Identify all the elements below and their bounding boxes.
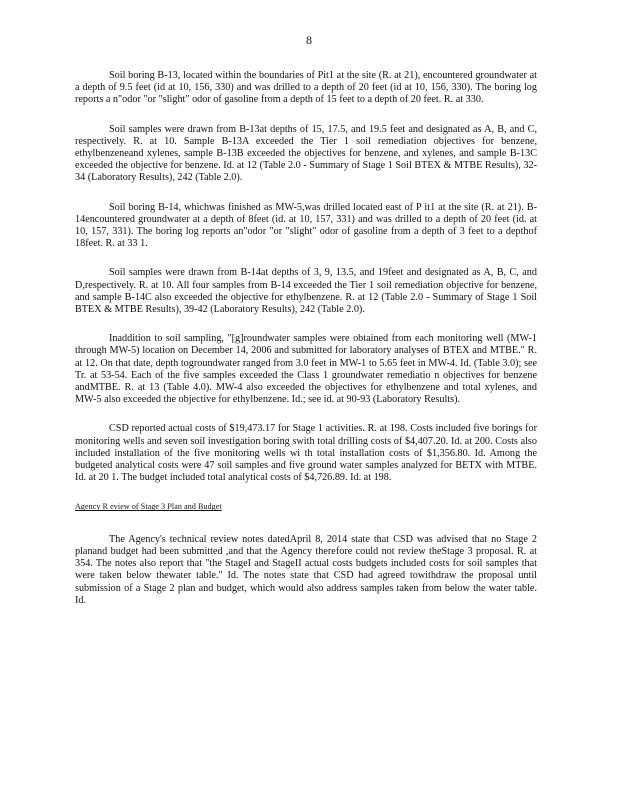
paragraph-agency-review: The Agency's technical review notes datedApril 8, 2014 state that CSD was advised that no Stage 2 planand budget had been submitted ,and that the Agency therefore could not review theStage 3 proposal. R. at 354. The notes also report that "the StageI and StageII actual costs budgets included costs for soil samples that were taken below thewater table." Id. The notes state that CSD had agreed towithdraw the proposal until submission of a Stage 2 plan and budget, which would also address samples taken from below the water table. Id. xyxy=(75,533,537,606)
paragraph-b13-samples: Soil samples were drawn from B-13at depths of 15, 17.5, and 19.5 feet and designated as A, B, and C, respectively. R. at 10. Sample B-13A exceeded the Tier 1 soil remediation objectives for benzene, ethylbenzeneand xylenes, sample B-13B exceeded the objectives for benzene, and xylenes, and sample B-13C exceeded the objective for benzene. Id. at 12 (Table 2.0 - Summary of Stage 1 Soil BTEX & MTBE Results), 32-34 (Laboratory Results), 242 (Table 2.0). xyxy=(75,123,537,184)
document-body xyxy=(75,70,537,624)
paragraph-b13-boring: Soil boring B-13, located within the boundaries of Pit1 at the site (R. at 21), encountered groundwater at a depth of 9.5 feet (id at 10, 156, 330) and was drilled to a depth of 20 feet (id at 10, 156, 330). The boring log reports a n"odor "or "slight" odor of gasoline from a depth of 15 feet to a depth of 20 feet. R. at 330. xyxy=(75,70,537,106)
page-number: 8 xyxy=(306,33,312,47)
section-heading: Agency R eview of Stage 3 Plan and Budget xyxy=(75,502,222,512)
paragraph-b14-boring: Soil boring B-14, whichwas finished as MW-5,was drilled located east of P it1 at the site (R. at 21). B-14encountered groundwater at a depth of 8feet (id. at 10, 157, 331) and was drilled to a depth of 20 feet (id. at 10, 157, 331). The boring log reports an"odor "or "slight" odor of gasoline from a depth of 3 feet to a depthof 18feet. R. at 33 1. xyxy=(75,201,537,250)
paragraph-b14-samples: Soil samples were drawn from B-14at depths of 3, 9, 13.5, and 19feet and designated as A, B, C, and D,respectively. R. at 10. All four samples from B-14 exceeded the Tier 1 soil remediation objective for benzene, and sample B-14C also exceeded the objective for ethylbenzene. R. at 12 (Table 2.0 - Summary of Stage 1 Soil BTEX & MTBE Results), 39-42 (Laboratory Results), 242 (Table 2.0). xyxy=(75,267,537,316)
paragraph-groundwater: Inaddition to soil sampling, "[g]roundwater samples were obtained from each monitoring well (MW-1 through MW-5) location on December 14, 2006 and submitted for laboratory analyses of BTEX and MTBE." R. at 12. On that date, depth togroundwater ranged from 3.0 feet in MW-1 to 5.65 feet in MW-4. Id. (Table 3.0); see Tr. at 53-54. Each of the five samples exceeded the Class 1 groundwater remediatio n objectives for benzene andMTBE. R. at 13 (Table 4.0). MW-4 also exceeded the objectives for ethylbenzene and total xylenes, and MW-5 also exceeded the objective for ethylbenzene. Id.; see id. at 90-93 (Laboratory Results). xyxy=(75,333,537,406)
paragraph-costs: CSD reported actual costs of $19,473.17 for Stage 1 activities. R. at 198. Costs included five borings for monitoring wells and seven soil investigation boring swith total drilling costs of $4,407.20. Id. at 200. Costs also included installation of the five monitoring wells wi th total installation costs of $1,356.80. Id. Among the budgeted analytical costs were 47 soil samples and five ground water samples analyzed for BETX with MTBE. Id. at 20 1. The budget included total analytical costs of $4,726.89. Id. at 198. xyxy=(75,423,537,484)
